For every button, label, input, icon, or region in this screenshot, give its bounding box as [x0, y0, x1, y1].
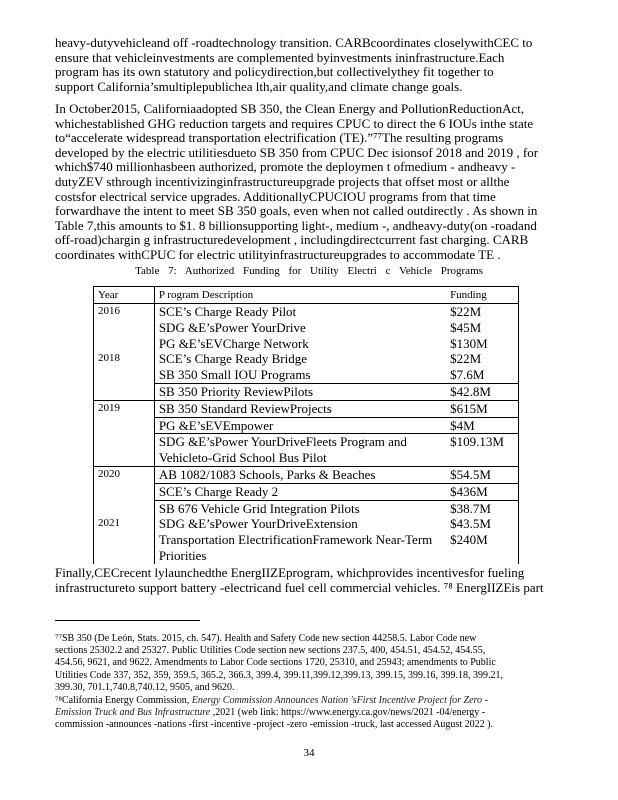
- text-line: In October2015, Californiaadopted SB 350, the Clean Energy and PollutionReductionAct,: [55, 101, 525, 116]
- text-line: heavy-dutyvehicleand off -roadtechnology transition. CARBcoordinates closelywithCEC to: [55, 35, 533, 50]
- year-cell: [94, 532, 155, 564]
- year-cell: [94, 336, 155, 352]
- description-cell: SCE’s Charge Ready Pilot: [154, 304, 446, 320]
- year-cell: 2016: [94, 304, 155, 320]
- funding-cell: $42.8M: [446, 383, 518, 400]
- description-cell: SDG &E’sPower YourDriveExtension: [158, 516, 358, 532]
- page-number: 34: [303, 747, 315, 759]
- year-cell: [94, 320, 155, 336]
- table-row: [94, 367, 519, 383]
- table-row: [94, 400, 519, 417]
- text-line: coordinates withCPUC for electric utilityinfrastructureupgrades to accommodate TE .: [55, 246, 501, 262]
- funding-cell: $4M: [446, 417, 518, 434]
- table-header-row: [94, 287, 519, 304]
- paragraph-sb350: [55, 102, 565, 263]
- footnote-77: [55, 633, 565, 694]
- year-cell: [94, 434, 155, 467]
- header-year: Year: [94, 287, 155, 304]
- description-cell: Transportation ElectrificationFramework Near-Term Priorities: [158, 532, 433, 563]
- year-cell: [94, 500, 155, 516]
- footnote-line: 454.56, 9621, and 9622. Amendments to Labor Code sections 1720, 25310, and 25943; amendments to Public: [55, 657, 496, 669]
- year-cell: [94, 417, 155, 434]
- text-line: infrastructureto support battery -electricand fuel cell commercial vehicles. ⁷⁸ EnergIIZEis part: [55, 579, 544, 595]
- table-row: [94, 500, 519, 516]
- footnote-line: [55, 707, 565, 719]
- description-cell: SDG &E’sPower YourDrive: [158, 319, 306, 335]
- description-cell: SCE’s Charge Ready 2: [154, 483, 446, 500]
- funding-cell: $615M: [446, 400, 518, 417]
- text-line: Finally,CECrecent lylaunchedthe EnergIIZEprogram, whichprovides incentivesfor fueling: [55, 565, 525, 580]
- description-cell: SDG &E’sPower YourDriveFleets Program and Vehicleto-Grid School Bus Pilot: [154, 434, 446, 467]
- text-line: developed by the electric utilitiesdueto SB 350 from CPUC Dec isionsof 2018 and 2019 , for: [55, 144, 539, 160]
- paragraph-carb-coordination: [55, 36, 565, 94]
- funding-cell: $22M: [446, 304, 518, 320]
- year-cell: 2020: [94, 466, 155, 483]
- year-cell: 2019: [94, 400, 155, 417]
- text-line: which$740 millionhasbeen authorized, promote the deploymen t ofmedium - andheavy -: [55, 159, 516, 175]
- funding-cell: $38.7M: [446, 500, 518, 516]
- footnote-78-title: Energy Commission Announces Nation 'sFirst Incentive Project for Zero -: [191, 695, 488, 706]
- description-cell: AB 1082/1083 Schools, Parks & Beaches: [154, 466, 446, 483]
- description-cell: SCE’s Charge Ready Bridge: [158, 351, 307, 367]
- footnote-separator: [55, 620, 200, 621]
- funding-cell: $130M: [446, 336, 518, 352]
- table-row: [94, 383, 519, 400]
- year-cell: [94, 367, 155, 383]
- footnote-78: [55, 695, 565, 732]
- table-row: [94, 351, 519, 367]
- footnote-line: ⁷⁷SB 350 (De León, Stats. 2015, ch. 547). Health and Safety Code new section 44258.5. Labor Code new: [55, 633, 477, 644]
- footnote-78-prefix: ⁷⁸California Energy Commission,: [55, 695, 192, 706]
- year-cell: [94, 383, 155, 400]
- year-cell: 2021: [94, 516, 155, 532]
- text-line: costsfor electrical service upgrades. AdditionallyCPUCIOU programs from that time: [55, 188, 496, 204]
- funding-cell: $22M: [446, 351, 518, 367]
- year-cell: 2018: [94, 351, 155, 367]
- text-line: off-road)chargin g infrastructuredevelopment , includingdirectcurrent fast charging. CARB: [55, 232, 529, 248]
- table-row: [94, 417, 519, 434]
- description-cell: PG &E’sEVCharge Network: [158, 335, 309, 351]
- description-cell: PG &E’sEVEmpower: [154, 417, 446, 434]
- description-cell: SB 350 Small IOU Programs: [158, 367, 311, 383]
- text-line: to“accelerate widespread transportation electrification (TE).”⁷⁷The resulting programs: [55, 130, 504, 146]
- footnote-line: Utilities Code 337, 352, 359, 359.5, 365.2, 366.3, 399.4, 399.11,399.12,399.13, 399.15, 399.16, 399.18, 399.21,: [55, 669, 503, 681]
- header-description: P rogram Description: [154, 287, 446, 304]
- footnote-78-title: Emission Truck and Bus Infrastructure: [55, 707, 211, 719]
- table-row: [94, 466, 519, 483]
- footnote-78-link[interactable]: ,2021 (web link: https://www.energy.ca.gov/news/2021 -04/energy -: [210, 707, 486, 719]
- description-cell: SB 350 Priority ReviewPilots: [154, 383, 446, 400]
- table-row: [94, 336, 519, 352]
- year-cell: [94, 483, 155, 500]
- description-cell: SB 676 Vehicle Grid Integration Pilots: [154, 500, 446, 516]
- funding-cell: $45M: [446, 320, 518, 336]
- table-row: [94, 483, 519, 500]
- footnote-line: sections 25302.2 and 25327. Public Utilities Code section new sections 237.5, 400, 454.51, 454.52, 454.55,: [55, 645, 486, 657]
- footnote-line: 399.30, 701.1,740.8,740.12, 9505, and 9620.: [55, 681, 235, 693]
- funding-cell: $240M: [446, 532, 518, 564]
- funding-cell: $54.5M: [446, 466, 518, 483]
- table-row: [94, 532, 519, 564]
- text-line: program has its own statutory and policydirection,but collectivelythey fit together to: [55, 64, 494, 80]
- text-line: dutyZEV sthrough incentivizinginfrastructureupgrade projects that offset most or allthe: [55, 173, 510, 189]
- funding-cell: $109.13M: [446, 434, 518, 467]
- paragraph-energiize: [55, 566, 565, 595]
- text-line: forwardhave the intent to meet SB 350 goals, even when not called outdirectly . As shown in: [55, 203, 538, 219]
- footnote-line: commission -announces -nations -first -incentive -project -zero -emission -truck, last accessed August 2022 ).: [55, 719, 493, 731]
- table-row: [94, 434, 519, 467]
- funding-cell: $7.6M: [446, 367, 518, 383]
- footnote-line: [55, 695, 565, 707]
- table-row: [94, 304, 519, 320]
- header-funding: Funding: [446, 287, 518, 304]
- table-row: [94, 516, 519, 532]
- text-line: Table 7,this amounts to $1. 8 billionsupporting light-, medium -, andheavy-duty(on -roadand: [55, 217, 537, 233]
- table-row: [94, 320, 519, 336]
- text-line: support California’smultiplepublichea lth,air quality,and climate change goals.: [55, 78, 463, 94]
- description-cell: SB 350 Standard ReviewProjects: [154, 400, 446, 417]
- funding-table: [93, 286, 519, 564]
- funding-cell: $43.5M: [446, 516, 518, 532]
- text-line: ensure that vehicleinvestments are complemented byinvestments ininfrastructure.Each: [55, 49, 505, 65]
- table-caption: Table 7: Authorized Funding for Utility Electri c Vehicle Programs: [135, 265, 483, 277]
- funding-cell: $436M: [446, 483, 518, 500]
- text-line: whichestablished GHG reduction targets and requires CPUC to direct the 6 IOUs inthe state: [55, 115, 534, 131]
